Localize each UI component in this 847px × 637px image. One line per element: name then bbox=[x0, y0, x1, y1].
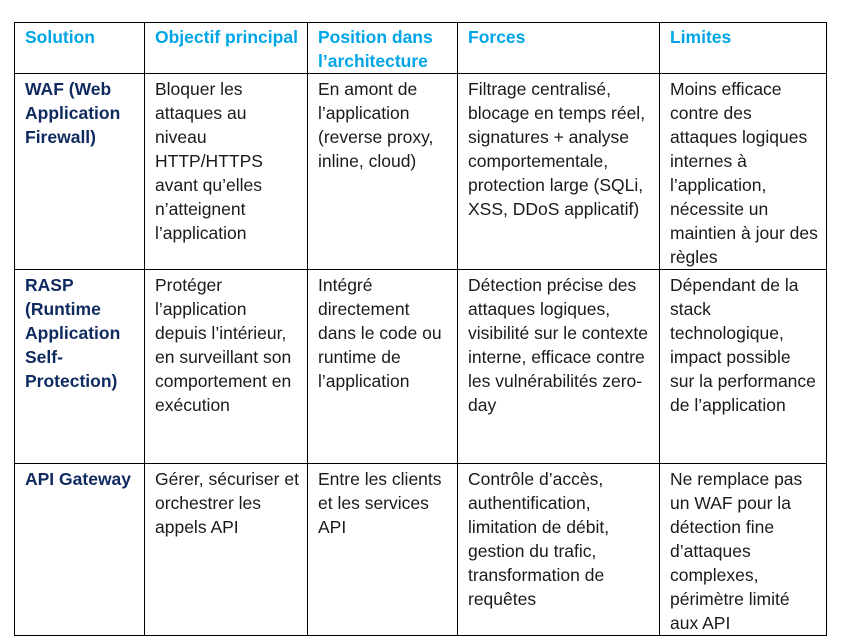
header-row bbox=[15, 23, 827, 74]
cell-limites: Moins efficace contre des attaques logiques internes à l’application, nécessite un maintien à jour des règles bbox=[660, 74, 827, 270]
table-row bbox=[15, 74, 827, 270]
header-solution: Solution bbox=[15, 23, 145, 74]
comparison-table bbox=[14, 22, 827, 636]
cell-forces: Filtrage centralisé, blocage en temps réel, signatures + analyse comportementale, protection large (SQLi, XSS, DDoS applicatif) bbox=[458, 74, 660, 270]
header-limites: Limites bbox=[660, 23, 827, 74]
cell-position: Entre les clients et les services API bbox=[308, 464, 458, 636]
header-objectif: Objectif principal bbox=[145, 23, 308, 74]
cell-objectif: Gérer, sécuriser et orchestrer les appels API bbox=[145, 464, 308, 636]
cell-limites: Ne remplace pas un WAF pour la détection fine d’attaques complexes, périmètre limité aux API bbox=[660, 464, 827, 636]
cell-objectif: Protéger l’application depuis l’intérieur, en surveillant son comportement en exécution bbox=[145, 270, 308, 464]
header-position: Position dans l’architecture bbox=[308, 23, 458, 74]
cell-objectif: Bloquer les attaques au niveau HTTP/HTTPS avant qu’elles n’atteignent l’application bbox=[145, 74, 308, 270]
cell-forces: Détection précise des attaques logiques, visibilité sur le contexte interne, efficace contre les vulnérabilités zero-day bbox=[458, 270, 660, 464]
cell-solution: WAF (Web Application Firewall) bbox=[15, 74, 145, 270]
cell-position: En amont de l’application (reverse proxy, inline, cloud) bbox=[308, 74, 458, 270]
cell-solution: RASP (Runtime Application Self-Protection) bbox=[15, 270, 145, 464]
table-row bbox=[15, 270, 827, 464]
cell-solution: API Gateway bbox=[15, 464, 145, 636]
header-forces: Forces bbox=[458, 23, 660, 74]
table-row bbox=[15, 464, 827, 636]
cell-limites: Dépendant de la stack technologique, impact possible sur la performance de l’application bbox=[660, 270, 827, 464]
cell-forces: Contrôle d’accès, authentification, limitation de débit, gestion du trafic, transformation de requêtes bbox=[458, 464, 660, 636]
cell-position: Intégré directement dans le code ou runtime de l’application bbox=[308, 270, 458, 464]
